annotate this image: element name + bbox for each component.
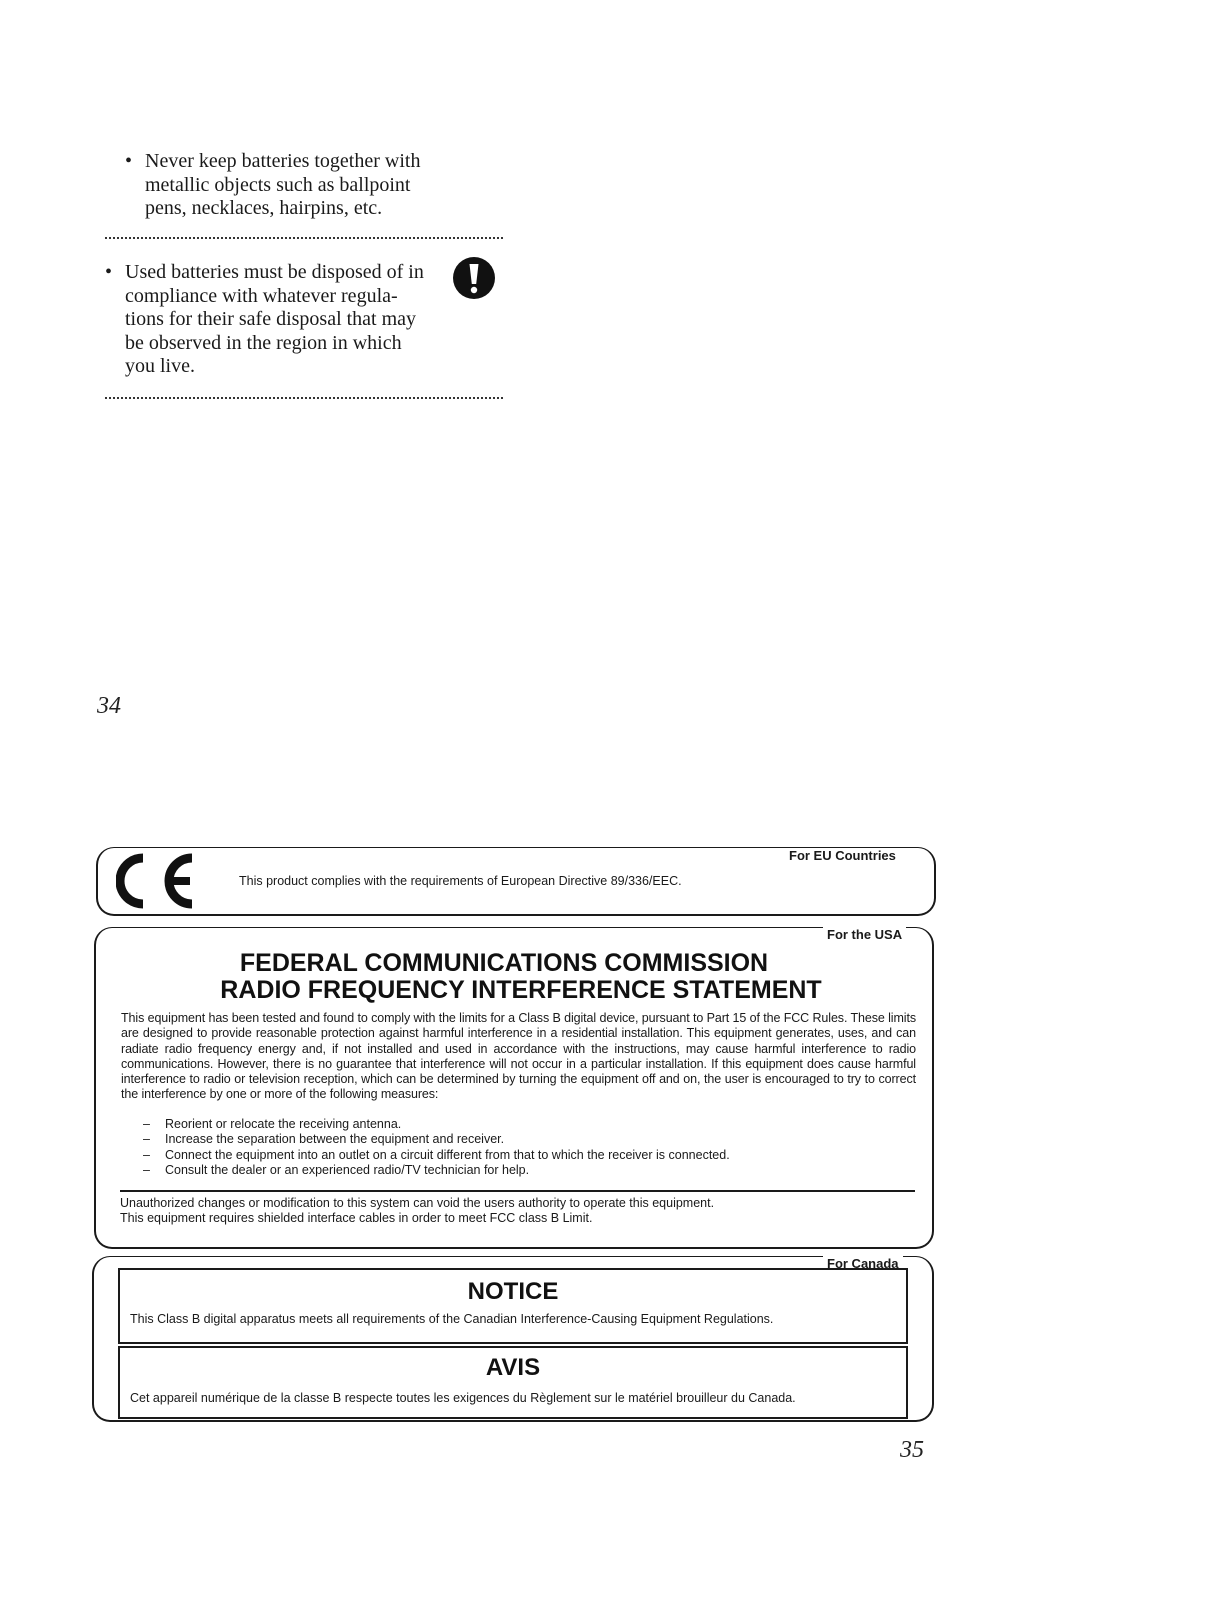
eu-directive-text: This product complies with the requirements of European Directive 89/336/EEC. — [239, 874, 682, 888]
fcc-statement-body: This equipment has been tested and found to comply with the limits for a Class B digital device, pursuant to Part 15 of the FCC Rules. These limits are designed to provide reasonable protection against harmful interference in a residential installation. This equipment generates, uses, and can radiate radio frequency energy and, if not installed and used in accordance with the instructions, may cause harmful interference to radio communications. However, there is no guarantee that interference will not occur in a particular installation. If this equipment does cause harmful interference to radio or television reception, which can be determined by turning the equipment off and on, the user is encouraged to try to correct the interference by one or more of the following measures: — [121, 1011, 916, 1102]
fcc-divider — [120, 1190, 915, 1192]
fcc-title-line-2: RADIO FREQUENCY INTERFERENCE STATEMENT — [220, 976, 822, 1004]
fcc-measures-list — [143, 1117, 730, 1178]
list-item: – Reorient or relocate the receiving antenna. — [143, 1117, 402, 1131]
fcc-title-line-1: FEDERAL COMMUNICATIONS COMMISSION — [239, 949, 769, 977]
list-item: – Connect the equipment into an outlet on a circuit different from that to which the receiver is connected. — [143, 1147, 730, 1162]
bullet-1-line-1: Never keep batteries together with — [145, 150, 421, 172]
avis-box — [118, 1346, 908, 1419]
list-item: – Increase the separation between the equipment and receiver. — [143, 1132, 505, 1147]
avis-text: Cet appareil numérique de la classe B respecte toutes les exigences du Règlement sur le matériel brouilleur du Canada. — [130, 1391, 796, 1405]
bullet-2-line-1: Used batteries must be disposed of in — [125, 261, 424, 283]
fcc-footer-line-1: Unauthorized changes or modification to this system can void the users authority to operate this equipment. — [120, 1196, 715, 1210]
bullet-marker: • — [125, 150, 133, 172]
ce-mark-logo — [116, 852, 208, 910]
bullet-1-line-2: metallic objects such as ballpoint — [145, 173, 411, 196]
battery-warning-disposal — [105, 261, 424, 379]
bullet-2-line-4: be observed in the region in which — [125, 331, 402, 354]
battery-warning-metallic-objects — [125, 150, 420, 221]
bullet-2-line-2: compliance with whatever regula- — [125, 284, 398, 307]
fcc-footer — [120, 1196, 714, 1226]
dotted-divider — [105, 237, 503, 239]
notice-text: This Class B digital apparatus meets all requirements of the Canadian Interference-Causing Equipment Regulations. — [130, 1312, 774, 1326]
bullet-2-line-5: you live. — [125, 355, 195, 377]
notice-title: NOTICE — [467, 1278, 559, 1305]
fcc-footer-line-2: This equipment requires shielded interface cables in order to meet FCC class B Limit. — [120, 1211, 593, 1225]
region-label-eu: For EU Countries — [785, 848, 900, 863]
exclamation-circle-icon — [452, 256, 496, 300]
bullet-1-line-3: pens, necklaces, hairpins, etc. — [145, 197, 383, 219]
dotted-divider — [105, 397, 503, 399]
notice-box — [118, 1268, 908, 1344]
list-item: – Consult the dealer or an experienced radio/TV technician for help. — [143, 1162, 530, 1177]
bullet-marker: • — [105, 261, 113, 283]
page-number-34: 34 — [97, 693, 121, 719]
bullet-2-line-3: tions for their safe disposal that may — [125, 308, 417, 330]
page-number-35: 35 — [900, 1437, 924, 1463]
region-label-canada: For Canada — [823, 1256, 903, 1271]
avis-title: AVIS — [485, 1354, 541, 1381]
region-label-usa: For the USA — [823, 927, 906, 942]
